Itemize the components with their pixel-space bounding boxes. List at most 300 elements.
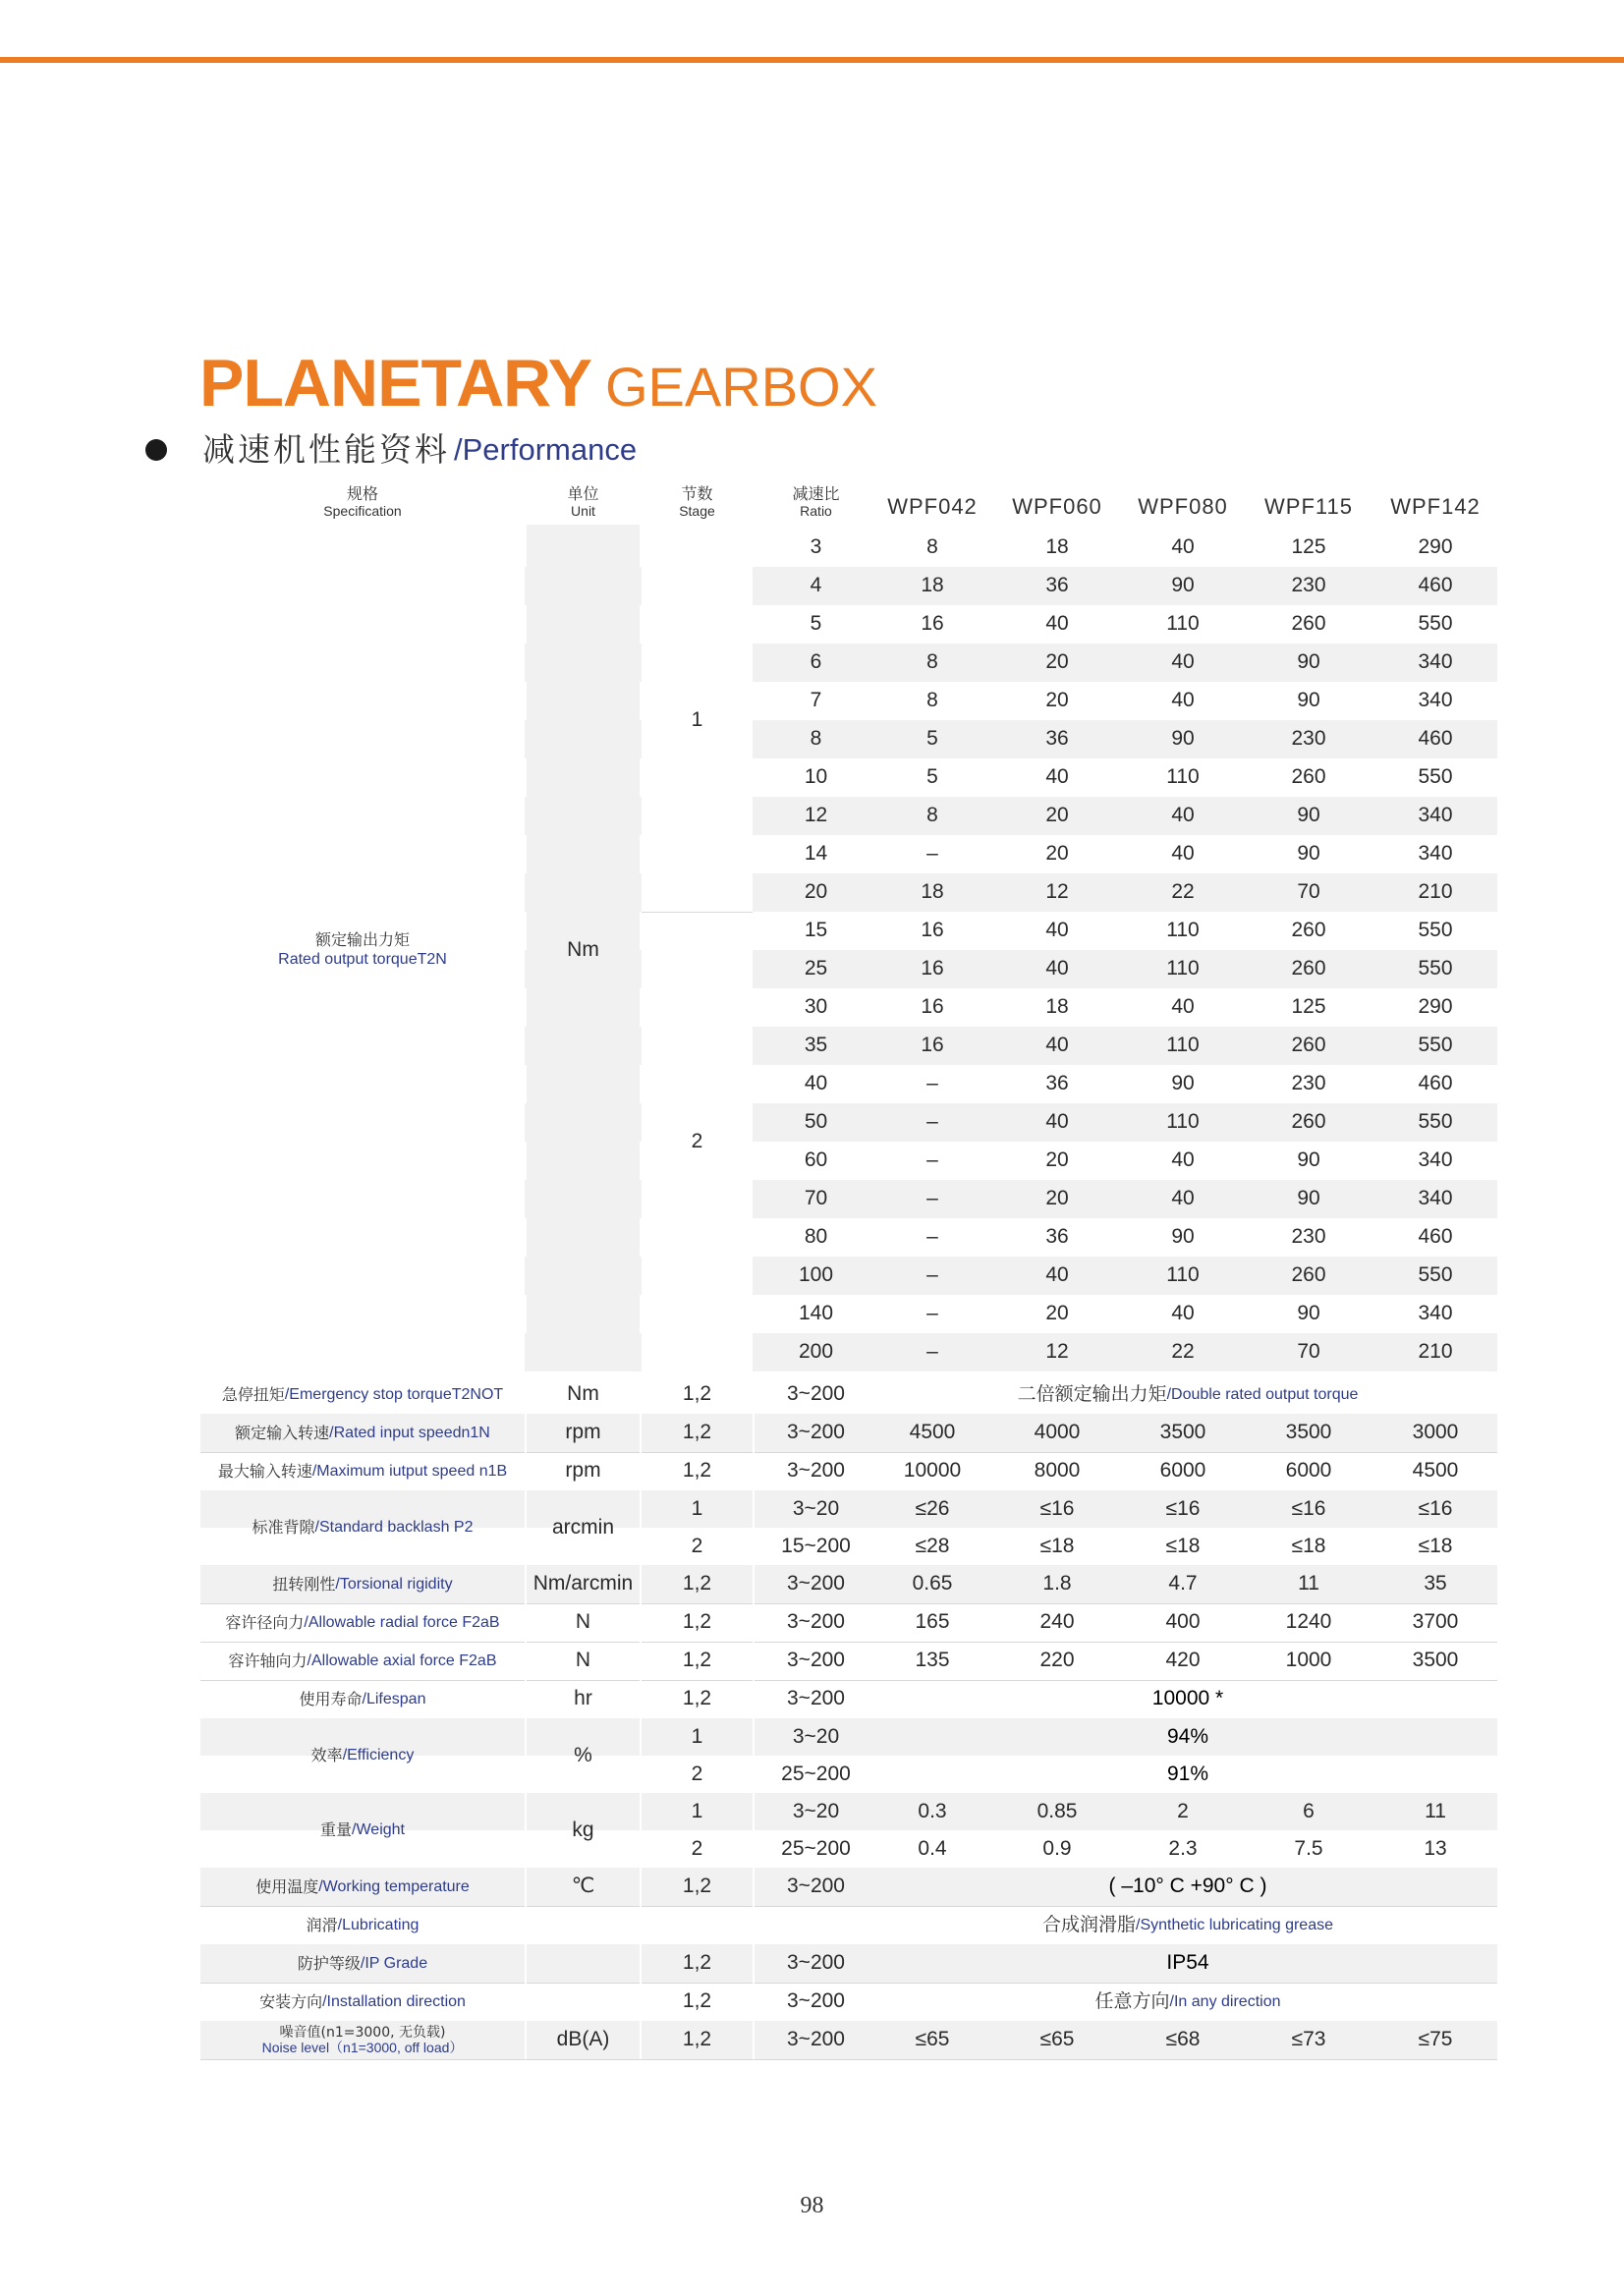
value-rated_speed-5: 3000 [1412,1421,1459,1444]
torque-value: 40 [1045,1263,1069,1287]
torque-value: 460 [1418,574,1453,597]
torque-ratio: 140 [798,1302,834,1325]
torque-value: 340 [1418,689,1453,712]
torque-value: 8 [926,650,938,674]
value-noise-2: ≤65 [1039,2028,1075,2051]
value-rated_speed-3: 3500 [1159,1421,1206,1444]
torque-ratio: 3 [810,535,822,559]
unit-weight: kg [572,1818,594,1841]
value-weight-2: 0.9 [1042,1836,1072,1860]
torque-value: 40 [1045,1110,1069,1134]
value-rigidity-5: 35 [1424,1572,1447,1595]
spec-radial [200,1603,525,1642]
header-stage [642,481,753,525]
unit-max_speed: rpm [565,1459,601,1483]
torque-value: 550 [1418,612,1453,636]
torque-value: 260 [1291,1110,1326,1134]
value-rated_speed-1: 4500 [909,1421,956,1444]
torque-value: 230 [1291,727,1326,751]
spec-weight [200,1793,525,1868]
torque-value: 110 [1166,957,1200,980]
value-noise-1: ≤65 [915,2028,950,2051]
value-backlash-5: ≤16 [1418,1496,1453,1520]
torque-ratio: 60 [804,1148,828,1172]
header-ratio-zh: 减速比 [792,486,840,504]
torque-value: 16 [921,919,944,942]
torque-ratio: 4 [810,574,822,597]
value-weight-2: 0.85 [1036,1799,1078,1822]
torque-value: 90 [1297,689,1320,712]
stage-rated_speed: 1,2 [682,1421,712,1444]
torque-value: 110 [1166,765,1200,789]
note-lubricating-en: /Synthetic lubricating grease [1136,1916,1333,1933]
torque-value: – [926,1340,938,1364]
spec-ip [200,1944,525,1983]
torque-value: 90 [1297,804,1320,827]
spec-axial-en: /Allowable axial force F2aB [307,1651,497,1669]
spec-radial-zh: 容许径向力 [225,1612,305,1632]
value-radial-2: 240 [1039,1610,1075,1634]
spec-max_speed-en: /Maximum iutput speed n1B [311,1462,508,1480]
spec-temperature-zh: 使用温度 [255,1876,319,1896]
torque-value: 36 [1045,727,1069,751]
torque-ratio: 30 [804,995,828,1019]
torque-value: 260 [1291,957,1326,980]
spec-temperature [200,1868,525,1906]
torque-value: 260 [1291,1263,1326,1287]
torque-value: 90 [1171,1072,1195,1095]
unit-lifespan: hr [574,1687,592,1710]
spec-emergency [200,1375,525,1414]
torque-value: 340 [1418,842,1453,866]
torque-value: 36 [1045,1072,1069,1095]
value-weight-3: 2.3 [1168,1836,1198,1860]
value-efficiency: 94% [1166,1724,1209,1748]
unit-noise: dB(A) [556,2028,610,2051]
stage-weight: 1 [691,1799,703,1822]
torque-value: 70 [1297,1340,1320,1364]
torque-value: 90 [1297,1187,1320,1210]
torque-stage-2: 2 [691,1129,703,1152]
spec-ip-en: /IP Grade [360,1954,428,1972]
spec-noise [200,2021,525,2059]
torque-value: 550 [1418,1263,1453,1287]
section-heading [145,426,637,474]
spec-efficiency-en: /Efficiency [342,1747,415,1763]
ratio-rated_speed: 3~200 [787,1421,845,1444]
page-number: 98 [800,2193,824,2218]
ratio-rigidity: 3~200 [787,1572,845,1595]
page-title [199,344,877,422]
value-noise-5: ≤75 [1418,2028,1453,2051]
value-temperature: ( –10° C +90° C ) [1108,1875,1267,1898]
value-rated_speed-4: 3500 [1285,1421,1332,1444]
value-weight-3: 2 [1177,1799,1189,1822]
torque-value: 12 [1045,1340,1069,1364]
torque-value: 260 [1291,919,1326,942]
note-emergency [878,1375,1497,1414]
header-model-4: WPF115 [1264,494,1353,520]
torque-value: 460 [1418,1225,1453,1249]
torque-ratio: 12 [804,804,828,827]
torque-value: 12 [1045,880,1069,904]
value-weight-5: 11 [1425,1799,1446,1822]
value-rigidity-4: 11 [1298,1572,1319,1595]
torque-value: 290 [1418,535,1453,559]
spec-efficiency-zh: 效率 [310,1746,343,1764]
torque-value: 125 [1291,535,1326,559]
spec-noise-en: Noise level（n1=3000, off load） [261,2039,464,2055]
torque-value: 110 [1166,919,1200,942]
torque-value: 230 [1291,1225,1326,1249]
unit-temperature: ℃ [571,1875,595,1898]
torque-ratio: 14 [804,842,828,866]
value-backlash-1: ≤26 [915,1496,950,1520]
value-max_speed-3: 6000 [1159,1459,1206,1483]
torque-value: – [926,1263,938,1287]
spec-rated_speed-zh: 额定输入转速 [235,1423,330,1442]
torque-spec [200,529,525,1371]
value-backlash-4: ≤18 [1291,1534,1326,1557]
ratio-radial: 3~200 [787,1610,845,1634]
spec-lifespan-zh: 使用寿命 [299,1689,363,1708]
torque-value: 90 [1297,1148,1320,1172]
torque-value: 40 [1045,612,1069,636]
torque-value: 40 [1171,1302,1195,1325]
torque-spec-en: Rated output torqueT2N [278,951,447,968]
note-install-zh: 任意方向 [1094,1990,1170,2012]
spec-rated_speed-en: /Rated input speedn1N [329,1424,490,1441]
spec-radial-en: /Allowable radial force F2aB [304,1613,500,1631]
spec-ip-zh: 防护等级 [297,1953,361,1973]
stage-radial: 1,2 [682,1610,712,1634]
spec-emergency-zh: 急停扭矩 [221,1384,285,1404]
ratio-backlash: 15~200 [781,1534,851,1557]
stage-lifespan: 1,2 [682,1687,712,1710]
value-backlash-3: ≤18 [1165,1534,1201,1557]
torque-value: 40 [1171,995,1195,1019]
torque-value: 8 [926,535,938,559]
value-noise-4: ≤73 [1291,2028,1326,2051]
value-ip: IP54 [1166,1951,1209,1975]
torque-value: 110 [1166,612,1200,636]
torque-value: 20 [1045,1187,1069,1210]
torque-value: 5 [926,765,938,789]
value-rated_speed-2: 4000 [1034,1421,1081,1444]
stage-efficiency: 2 [691,1762,703,1785]
torque-value: 40 [1171,842,1195,866]
torque-value: 20 [1045,842,1069,866]
torque-ratio: 50 [804,1110,828,1134]
value-backlash-3: ≤16 [1165,1496,1201,1520]
torque-ratio: 100 [798,1263,834,1287]
torque-value: 40 [1171,1187,1195,1210]
torque-value: 550 [1418,919,1453,942]
torque-value: 460 [1418,1072,1453,1095]
ratio-efficiency: 25~200 [781,1762,851,1785]
header-model-5: WPF142 [1390,494,1481,520]
note-install-en: /In any direction [1169,1992,1281,2010]
value-weight-5: 13 [1424,1836,1447,1860]
torque-ratio: 8 [810,727,822,751]
note-lubricating [878,1906,1497,1944]
torque-value: – [926,1187,938,1210]
value-backlash-4: ≤16 [1291,1496,1326,1520]
spec-backlash [200,1490,525,1565]
header-model-1: WPF042 [887,494,978,520]
value-radial-5: 3700 [1412,1610,1459,1634]
torque-value: 40 [1171,650,1195,674]
stage-temperature: 1,2 [682,1875,712,1898]
torque-value: 22 [1171,1340,1195,1364]
torque-ratio: 35 [804,1034,828,1057]
ratio-temperature: 3~200 [787,1875,845,1898]
stage-backlash: 2 [691,1534,703,1557]
spec-lubricating-zh: 润滑 [306,1915,338,1934]
torque-unit: Nm [567,937,599,961]
torque-value: 40 [1171,535,1195,559]
torque-value: 230 [1291,1072,1326,1095]
spec-efficiency [200,1718,525,1793]
torque-value: 20 [1045,804,1069,827]
value-axial-5: 3500 [1412,1649,1459,1672]
torque-value: – [926,1072,938,1095]
torque-value: 18 [921,574,944,597]
spec-lubricating [200,1906,525,1944]
spec-temperature-en: /Working temperature [318,1877,470,1895]
unit-efficiency: % [574,1743,592,1766]
torque-value: 90 [1171,1225,1195,1249]
torque-value: 5 [926,727,938,751]
spec-install-en: /Installation direction [322,1992,466,2010]
stage-ip: 1,2 [682,1951,712,1975]
spec-axial [200,1642,525,1680]
stage-axial: 1,2 [682,1649,712,1672]
ratio-lifespan: 3~200 [787,1687,845,1710]
value-backlash-5: ≤18 [1418,1534,1453,1557]
value-max_speed-4: 6000 [1285,1459,1332,1483]
value-axial-2: 220 [1039,1649,1075,1672]
torque-value: 125 [1291,995,1326,1019]
performance-table [200,481,1497,2055]
torque-value: 40 [1045,1034,1069,1057]
value-radial-3: 400 [1165,1610,1201,1634]
value-radial-1: 165 [915,1610,950,1634]
torque-value: – [926,1148,938,1172]
ratio-ip: 3~200 [787,1951,845,1975]
torque-value: 460 [1418,727,1453,751]
torque-value: – [926,1302,938,1325]
spec-lifespan [200,1680,525,1718]
spec-rigidity-en: /Torsional rigidity [335,1575,453,1593]
header-unit [527,481,640,525]
torque-value: 16 [921,1034,944,1057]
torque-value: 290 [1418,995,1453,1019]
title-light: GEARBOX [605,356,877,418]
value-weight-4: 6 [1303,1799,1315,1822]
value-rigidity-1: 0.65 [912,1572,953,1595]
torque-value: 8 [926,804,938,827]
value-lifespan: 10000 * [1151,1687,1224,1710]
unit-radial: N [575,1610,591,1634]
ratio-max_speed: 3~200 [787,1459,845,1483]
spec-max_speed-zh: 最大输入转速 [217,1461,312,1481]
ratio-weight: 25~200 [781,1836,851,1860]
value-axial-3: 420 [1165,1649,1201,1672]
torque-ratio: 10 [804,765,828,789]
torque-value: 110 [1166,1263,1200,1287]
torque-value: – [926,1225,938,1249]
torque-value: 210 [1418,1340,1453,1364]
torque-value: 18 [1045,535,1069,559]
torque-value: 16 [921,957,944,980]
note-lubricating-zh: 合成润滑脂 [1041,1914,1136,1935]
header-unit-en: Unit [571,503,595,520]
torque-value: 110 [1166,1110,1200,1134]
stage-install: 1,2 [682,1989,712,2013]
ratio-weight: 3~20 [792,1799,840,1822]
value-rigidity-3: 4.7 [1168,1572,1198,1595]
torque-value: 550 [1418,957,1453,980]
value-axial-4: 1000 [1285,1649,1332,1672]
unit-rigidity: Nm/arcmin [532,1572,634,1595]
torque-value: 36 [1045,1225,1069,1249]
torque-ratio: 80 [804,1225,828,1249]
header-ratio-en: Ratio [800,503,832,520]
bullet-icon [145,439,167,461]
header-model-2: WPF060 [1012,494,1102,520]
row-divider [200,2059,1497,2060]
torque-spec-zh: 额定输出力矩 [314,930,410,949]
ratio-backlash: 3~20 [792,1496,840,1520]
torque-value: 18 [1045,995,1069,1019]
spec-lifespan-en: /Lifespan [362,1690,426,1707]
torque-value: 260 [1291,612,1326,636]
ratio-emergency: 3~200 [787,1382,845,1406]
unit-backlash: arcmin [551,1515,614,1539]
spec-backlash-en: /Standard backlash P2 [314,1519,474,1536]
value-max_speed-2: 8000 [1034,1459,1081,1483]
note-emergency-en: /Double rated output torque [1166,1385,1359,1403]
torque-value: 90 [1297,650,1320,674]
header-unit-zh: 单位 [567,486,599,504]
spec-weight-en: /Weight [352,1821,405,1838]
value-axial-1: 135 [915,1649,950,1672]
spec-lubricating-en: /Lubricating [337,1916,420,1933]
spec-install [200,1983,525,2021]
stage-efficiency: 1 [691,1724,703,1748]
spec-weight-zh: 重量 [320,1820,353,1839]
torque-value: 90 [1171,727,1195,751]
spec-install-zh: 安装方向 [259,1991,323,2011]
torque-value: 340 [1418,1187,1453,1210]
torque-value: 70 [1297,880,1320,904]
column-gutter [753,1375,755,2059]
torque-value: 20 [1045,689,1069,712]
stage-max_speed: 1,2 [682,1459,712,1483]
ratio-efficiency: 3~20 [792,1724,840,1748]
value-max_speed-5: 4500 [1412,1459,1459,1483]
spec-backlash-zh: 标准背隙 [252,1518,315,1537]
value-backlash-1: ≤28 [915,1534,950,1557]
stage-backlash: 1 [691,1496,703,1520]
section-title-en: /Performance [454,432,638,467]
stage-rigidity: 1,2 [682,1572,712,1595]
torque-value: 40 [1171,1148,1195,1172]
torque-value: – [926,1110,938,1134]
header-spec-zh: 规格 [346,486,378,504]
spec-max_speed [200,1452,525,1490]
torque-value: 22 [1171,880,1195,904]
column-gutter [640,1375,642,2059]
header-ratio [755,481,877,525]
spec-noise-zh: 噪音值(n1=3000, 无负载) [279,2024,446,2041]
header-spec-en: Specification [323,503,402,520]
torque-ratio: 6 [810,650,822,674]
torque-value: 90 [1297,842,1320,866]
header-spec [200,481,525,525]
value-backlash-2: ≤18 [1039,1534,1075,1557]
header-stage-en: Stage [679,503,715,520]
header-stage-zh: 节数 [681,486,713,504]
ratio-noise: 3~200 [787,2028,845,2051]
torque-value: 550 [1418,765,1453,789]
stage-noise: 1,2 [682,2028,712,2051]
spec-rated_speed [200,1414,525,1452]
column-gutter [525,1375,527,2059]
unit-rated_speed: rpm [565,1421,601,1444]
torque-value: 36 [1045,574,1069,597]
torque-ratio: 15 [804,919,828,942]
value-noise-3: ≤68 [1165,2028,1201,2051]
torque-value: – [926,842,938,866]
spec-emergency-en: /Emergency stop torqueT2NOT [284,1385,504,1403]
torque-value: 40 [1045,765,1069,789]
torque-value: 8 [926,689,938,712]
stage-emergency: 1,2 [682,1382,712,1406]
value-max_speed-1: 10000 [903,1459,962,1483]
torque-ratio: 70 [804,1187,828,1210]
torque-value: 40 [1171,804,1195,827]
torque-value: 340 [1418,650,1453,674]
torque-ratio: 40 [804,1072,828,1095]
header-model-3: WPF080 [1138,494,1228,520]
spec-rigidity [200,1565,525,1603]
ratio-axial: 3~200 [787,1649,845,1672]
stage-weight: 2 [691,1836,703,1860]
torque-value: 260 [1291,765,1326,789]
value-weight-1: 0.3 [918,1799,947,1822]
torque-value: 20 [1045,1148,1069,1172]
torque-value: 340 [1418,804,1453,827]
torque-value: 18 [921,880,944,904]
torque-ratio: 20 [804,880,828,904]
top-accent-rule [0,57,1624,63]
torque-ratio: 5 [810,612,822,636]
torque-value: 550 [1418,1110,1453,1134]
torque-value: 40 [1171,689,1195,712]
torque-value: 340 [1418,1148,1453,1172]
torque-ratio: 7 [810,689,822,712]
torque-value: 260 [1291,1034,1326,1057]
torque-value: 20 [1045,650,1069,674]
note-emergency-zh: 二倍额定输出力矩 [1017,1383,1167,1405]
torque-value: 40 [1045,957,1069,980]
value-weight-4: 7.5 [1294,1836,1323,1860]
torque-value: 90 [1171,574,1195,597]
unit-axial: N [575,1649,591,1672]
section-title-zh: 减速机性能资料 [202,430,450,469]
